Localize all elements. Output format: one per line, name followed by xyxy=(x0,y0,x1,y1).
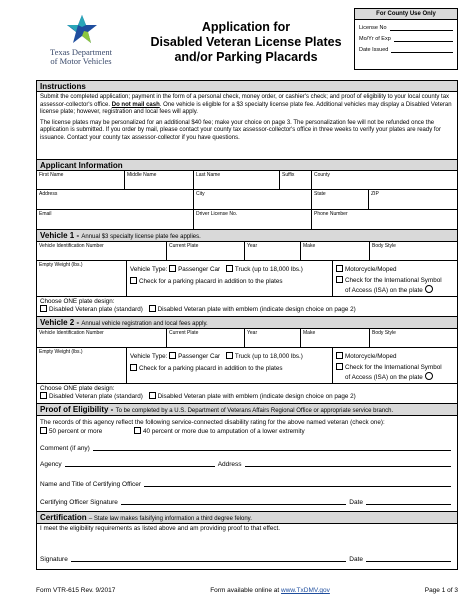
vehicle1-year-field[interactable] xyxy=(245,242,301,260)
address-field[interactable] xyxy=(37,190,194,209)
vehicle2-make-label: Make xyxy=(303,330,316,336)
vehicle1-passenger-car-label: Passenger Car xyxy=(178,266,221,273)
vehicle2-year-field[interactable] xyxy=(245,329,301,347)
vehicle1-truck-checkbox[interactable] xyxy=(226,265,233,272)
vehicle2-plate-label: Current Plate xyxy=(169,330,199,336)
middle-name-field[interactable] xyxy=(125,171,194,189)
vehicle2-truck-checkbox[interactable] xyxy=(226,352,233,359)
certifying-officer-label: Name and Title of Certifying Officer xyxy=(40,481,142,488)
vehicle2-heading-text: Vehicle 2 - xyxy=(40,318,80,327)
vehicle1-isa-label1: Check for the International Symbol xyxy=(345,277,442,284)
vehicle2-type-label: Vehicle Type: xyxy=(130,353,168,360)
certification-section xyxy=(37,524,457,569)
vehicle2-isa-label2: of Access (ISA) on the plate xyxy=(345,374,423,381)
vehicle1-design-row xyxy=(37,297,457,317)
vehicle2-design-emblem-checkbox[interactable] xyxy=(149,392,156,399)
last-name-field[interactable] xyxy=(194,171,280,189)
vehicle1-type-group xyxy=(127,261,333,296)
agency-field[interactable] xyxy=(65,459,215,467)
title-line2: Disabled Veteran License Plates xyxy=(150,35,342,49)
eligibility-50-checkbox[interactable] xyxy=(40,427,47,434)
form-header xyxy=(36,8,458,78)
email-label: Email xyxy=(39,211,52,217)
county-license-no-label: License No xyxy=(359,25,387,31)
officer-date-field[interactable] xyxy=(366,497,451,505)
vehicle2-vin-label: Vehicle Identification Number xyxy=(39,330,104,336)
vehicle1-motorcycle-group xyxy=(333,261,457,296)
vehicle2-weight-label: Empty Weight (lbs.) xyxy=(39,349,83,355)
page-number: Page 1 of 3 xyxy=(424,587,458,594)
vehicle2-truck-label: Truck (up to 18,000 lbs.) xyxy=(234,353,303,360)
wheelchair-icon xyxy=(425,285,433,293)
applicant-heading-text: Applicant Information xyxy=(40,161,123,170)
vehicle2-placard-label: Check for a parking placard in addition to the plates xyxy=(139,365,283,372)
vehicle2-motorcycle-group xyxy=(333,348,457,383)
county-license-no-field[interactable] xyxy=(390,25,453,31)
certification-heading-sub: – State law makes falsifying information a third degree felony. xyxy=(88,516,252,522)
vehicle2-year-label: Year xyxy=(247,330,258,336)
vehicle2-heading-sub: Annual vehicle registration and local fees apply. xyxy=(81,321,208,327)
certification-heading xyxy=(37,512,457,524)
county-use-heading: For County Use Only xyxy=(355,9,457,20)
first-name-label: First Name xyxy=(39,172,64,178)
certifying-officer-field[interactable] xyxy=(144,479,451,487)
star-logo-icon xyxy=(64,14,100,46)
vehicle2-body-label: Body Style xyxy=(372,330,396,336)
vehicle2-design-standard-label: Disabled Veteran plate (standard) xyxy=(49,393,143,400)
county-exp-row xyxy=(359,36,453,42)
driver-license-label: Driver License No. xyxy=(196,211,238,217)
vehicle1-heading-text: Vehicle 1 - xyxy=(40,231,80,240)
certification-heading-text: Certification xyxy=(40,513,87,522)
vehicle1-make-label: Make xyxy=(303,243,316,249)
vehicle1-heading xyxy=(37,230,457,242)
vehicle2-passenger-car-checkbox[interactable] xyxy=(169,352,176,359)
certification-text: I meet the eligibility requirements as listed above and am providing proof to that effect. xyxy=(40,525,280,532)
vehicle1-motorcycle-checkbox[interactable] xyxy=(336,265,343,272)
eligibility-heading-sub: To be completed by a U.S. Department of Veterans Affairs Regional Office or appropriate service branch. xyxy=(115,408,394,414)
agency-label: Agency xyxy=(40,461,62,468)
comment-row xyxy=(37,436,457,452)
vehicle2-motorcycle-label: Motorcycle/Moped xyxy=(345,353,397,360)
eligibility-heading xyxy=(37,404,457,416)
certification-signature-label: Signature xyxy=(40,556,68,563)
certification-date-label: Date xyxy=(349,556,363,563)
vehicle1-weight-field[interactable] xyxy=(37,261,127,296)
vehicle2-info-row xyxy=(37,329,457,348)
county-exp-field[interactable] xyxy=(394,36,453,42)
vehicle1-make-field[interactable] xyxy=(301,242,370,260)
vehicle2-placard-checkbox[interactable] xyxy=(130,364,137,371)
officer-signature-row xyxy=(37,488,457,506)
vehicle2-heading xyxy=(37,317,457,329)
applicant-contact-row xyxy=(37,210,457,230)
vehicle2-design-standard-checkbox[interactable] xyxy=(40,392,47,399)
vehicle2-isa-checkbox[interactable] xyxy=(336,363,343,370)
vehicle1-design-standard-checkbox[interactable] xyxy=(40,305,47,312)
zip-label: ZIP xyxy=(371,191,379,197)
applicant-heading xyxy=(37,160,457,171)
vehicle1-plate-label: Current Plate xyxy=(169,243,199,249)
vehicle1-type-label: Vehicle Type: xyxy=(130,266,168,273)
vehicle1-truck-label: Truck (up to 18,000 lbs.) xyxy=(234,266,303,273)
vehicle1-placard-label: Check for a parking placard in addition to the plates xyxy=(139,278,283,285)
officer-signature-label: Certifying Officer Signature xyxy=(40,499,118,506)
title-line1: Application for xyxy=(201,20,291,34)
vehicle2-weight-field[interactable] xyxy=(37,348,127,383)
zip-field[interactable] xyxy=(369,190,457,209)
state-field[interactable] xyxy=(312,190,369,209)
certification-signature-field[interactable] xyxy=(71,554,346,562)
instructions-p2: The license plates may be personalized for an additional $40 fee; make your choice on page 3. The personalization fee will not be refunded once the application is submitted. If you order by mail, please contact your county tax assessor-collector's office in three weeks to verify your plates are ready for issuance. Contact your county tax assessor-collector if you have questions. xyxy=(40,119,441,141)
eligibility-section xyxy=(37,416,457,512)
first-name-field[interactable] xyxy=(37,171,125,189)
wheelchair-icon xyxy=(425,372,433,380)
phone-label: Phone Number xyxy=(314,211,348,217)
vehicle1-type-row xyxy=(37,261,457,297)
driver-license-field[interactable] xyxy=(194,210,312,229)
eligibility-50-label: 50 percent or more xyxy=(49,428,103,435)
eligibility-40-checkbox[interactable] xyxy=(134,427,141,434)
logo-text-line2: of Motor Vehicles xyxy=(50,56,112,66)
county-field[interactable] xyxy=(312,171,457,189)
form-footer xyxy=(36,587,458,594)
eligibility-heading-text: Proof of Eligibility - xyxy=(40,405,114,414)
vehicle2-design-label: Choose ONE plate design: xyxy=(40,385,115,392)
instructions-heading xyxy=(37,81,457,92)
vehicle1-design-emblem-label: Disabled Veteran plate with emblem (indicate design choice on page 2) xyxy=(157,306,356,313)
county-date-issued-field[interactable] xyxy=(391,47,453,53)
suffix-field[interactable] xyxy=(280,171,312,189)
vehicle2-type-row xyxy=(37,348,457,384)
applicant-address-row xyxy=(37,190,457,210)
txdmv-logo xyxy=(36,14,126,74)
state-label: State xyxy=(314,191,326,197)
form-number: Form VTR-615 Rev. 9/2017 xyxy=(36,587,116,594)
vehicle1-design-label: Choose ONE plate design: xyxy=(40,298,115,305)
vehicle1-passenger-car-checkbox[interactable] xyxy=(169,265,176,272)
online-availability xyxy=(210,587,330,594)
county-license-no-row xyxy=(359,25,453,31)
county-exp-label: Mo/Yr of Exp xyxy=(359,36,391,42)
officer-signature-field[interactable] xyxy=(121,497,346,505)
county-date-issued-row xyxy=(359,47,453,53)
vehicle1-year-label: Year xyxy=(247,243,258,249)
vehicle1-plate-field[interactable] xyxy=(167,242,245,260)
certification-date-field[interactable] xyxy=(366,554,451,562)
middle-name-label: Middle Name xyxy=(127,172,157,178)
certification-signature-row xyxy=(37,533,457,563)
address-label: Address xyxy=(39,191,58,197)
last-name-label: Last Name xyxy=(196,172,221,178)
agency-row xyxy=(37,452,457,468)
vehicle1-body-field[interactable] xyxy=(370,242,457,260)
phone-field[interactable] xyxy=(312,210,457,229)
vehicle2-passenger-car-label: Passenger Car xyxy=(178,353,221,360)
form-title xyxy=(136,20,356,65)
comment-label: Comment (if any) xyxy=(40,445,90,452)
vehicle2-type-group xyxy=(127,348,333,383)
title-line3: and/or Parking Placards xyxy=(174,50,318,64)
vehicle2-body-field[interactable] xyxy=(370,329,457,347)
eligibility-text: The records of this agency reflect the following service-connected disability rating for the above named veteran (check one): xyxy=(40,419,385,426)
comment-field[interactable] xyxy=(93,443,451,451)
vehicle1-vin-field[interactable] xyxy=(37,242,167,260)
vehicle2-design-row xyxy=(37,384,457,404)
county-use-box xyxy=(354,8,458,70)
county-label: County xyxy=(314,172,330,178)
suffix-label: Suffix xyxy=(282,172,295,178)
city-label: City xyxy=(196,191,205,197)
vehicle1-placard-checkbox[interactable] xyxy=(130,277,137,284)
vehicle1-body-label: Body Style xyxy=(372,243,396,249)
vehicle1-motorcycle-label: Motorcycle/Moped xyxy=(345,266,397,273)
vehicle1-weight-label: Empty Weight (lbs.) xyxy=(39,262,83,268)
online-prefix: Form available online at xyxy=(210,587,282,594)
instructions-p1-a: Submit the completed application; payment in the form of a personal check, money order, or cashier's check; and proof of eligibility to your local county tax assessor-collector's office. xyxy=(40,94,450,108)
city-field[interactable] xyxy=(194,190,312,209)
instructions-p1-bold: Do not mail cash xyxy=(111,101,160,108)
vehicle2-design-emblem-label: Disabled Veteran plate with emblem (indicate design choice on page 2) xyxy=(157,393,356,400)
txdmv-link[interactable]: www.TxDMV.gov xyxy=(281,587,330,594)
vehicle1-isa-checkbox[interactable] xyxy=(336,276,343,283)
logo-text-line1: Texas Department xyxy=(50,47,112,57)
logo-text xyxy=(36,48,126,66)
vehicle1-info-row xyxy=(37,242,457,261)
vehicle2-motorcycle-checkbox[interactable] xyxy=(336,352,343,359)
instructions-text xyxy=(37,92,457,160)
vehicle1-vin-label: Vehicle Identification Number xyxy=(39,243,104,249)
instructions-heading-text: Instructions xyxy=(40,82,86,91)
agency-address-field[interactable] xyxy=(245,459,451,467)
application-form xyxy=(36,80,458,570)
vehicle1-design-emblem-checkbox[interactable] xyxy=(149,305,156,312)
vehicle1-isa-label2: of Access (ISA) on the plate xyxy=(345,287,423,294)
instructions-p1-b: . One vehicle is eligible for a $3 specialty license plate fee. Additional vehicles may display a Disabled Veteran license plate; however, registration and local fees will apply. xyxy=(40,101,452,115)
vehicle2-plate-field[interactable] xyxy=(167,329,245,347)
agency-address-label: Address xyxy=(217,461,242,468)
email-field[interactable] xyxy=(37,210,194,229)
vehicle2-isa-label1: Check for the International Symbol xyxy=(345,364,442,371)
officer-date-label: Date xyxy=(349,499,363,506)
vehicle1-design-standard-label: Disabled Veteran plate (standard) xyxy=(49,306,143,313)
vehicle2-make-field[interactable] xyxy=(301,329,370,347)
eligibility-40-label: 40 percent or more due to amputation of a lower extremity xyxy=(142,428,305,435)
vehicle2-vin-field[interactable] xyxy=(37,329,167,347)
vehicle1-heading-sub: Annual $3 specialty license plate fee applies. xyxy=(81,234,201,240)
applicant-name-row xyxy=(37,171,457,190)
county-date-issued-label: Date Issued xyxy=(359,47,389,53)
certifying-officer-row xyxy=(37,468,457,488)
